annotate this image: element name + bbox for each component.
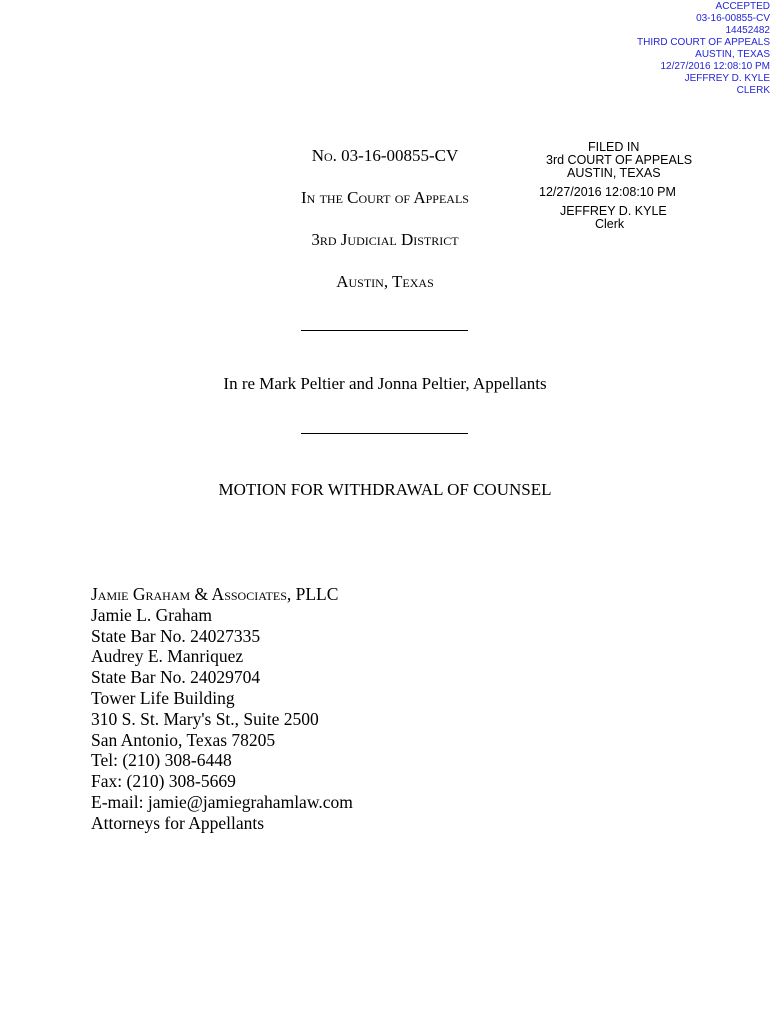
building-name: Tower Life Building <box>91 687 235 708</box>
filed-clerk-name: JEFFREY D. KYLE <box>560 204 667 218</box>
accepted-stamp-line: 03-16-00855-CV <box>696 13 770 24</box>
filed-location: AUSTIN, TEXAS <box>567 166 661 180</box>
state-bar-number: State Bar No. 24029704 <box>91 667 261 688</box>
street-address: 310 S. St. Mary's St., Suite 2500 <box>91 708 319 729</box>
filed-datetime: 12/27/2016 12:08:10 PM <box>539 185 676 199</box>
attorney-name: Jamie L. Graham <box>91 604 212 625</box>
filed-in-label: FILED IN <box>588 140 640 154</box>
firm-name: Jamie Graham & Associates, PLLC <box>91 584 339 604</box>
accepted-stamp-line: 12/27/2016 12:08:10 PM <box>660 61 770 72</box>
judicial-district: 3rd Judicial District <box>311 230 459 249</box>
divider-line <box>301 433 468 434</box>
email: E-mail: jamie@jamiegrahamlaw.com <box>91 791 353 812</box>
accepted-stamp-line: CLERK <box>736 85 770 96</box>
fax: Fax: (210) 308-5669 <box>91 771 236 792</box>
state-bar-number: State Bar No. 24027335 <box>91 625 261 646</box>
accepted-stamp-line: JEFFREY D. KYLE <box>684 73 770 84</box>
court-location: Austin, Texas <box>336 272 434 291</box>
divider-line <box>301 330 468 331</box>
accepted-stamp-line: 14452482 <box>725 25 770 36</box>
accepted-stamp <box>470 1 770 97</box>
accepted-stamp-line: ACCEPTED <box>715 1 770 12</box>
case-parties: In re Mark Peltier and Jonna Peltier, Appellants <box>223 374 547 393</box>
telephone: Tel: (210) 308-6448 <box>91 750 232 771</box>
case-number: No. 03-16-00855-CV <box>311 146 459 165</box>
accepted-stamp-line: AUSTIN, TEXAS <box>695 49 770 60</box>
filed-court: 3rd COURT OF APPEALS <box>546 153 693 167</box>
court-name: In the Court of Appeals <box>301 188 469 207</box>
filed-stamp <box>520 141 710 231</box>
signature-block <box>91 584 353 834</box>
filed-clerk-title: Clerk <box>595 217 625 231</box>
city-state-zip: San Antonio, Texas 78205 <box>91 729 276 750</box>
motion-title: MOTION FOR WITHDRAWAL OF COUNSEL <box>218 480 552 499</box>
attorney-role: Attorneys for Appellants <box>91 812 265 833</box>
accepted-stamp-line: THIRD COURT OF APPEALS <box>637 37 770 48</box>
attorney-name: Audrey E. Manriquez <box>91 646 244 667</box>
